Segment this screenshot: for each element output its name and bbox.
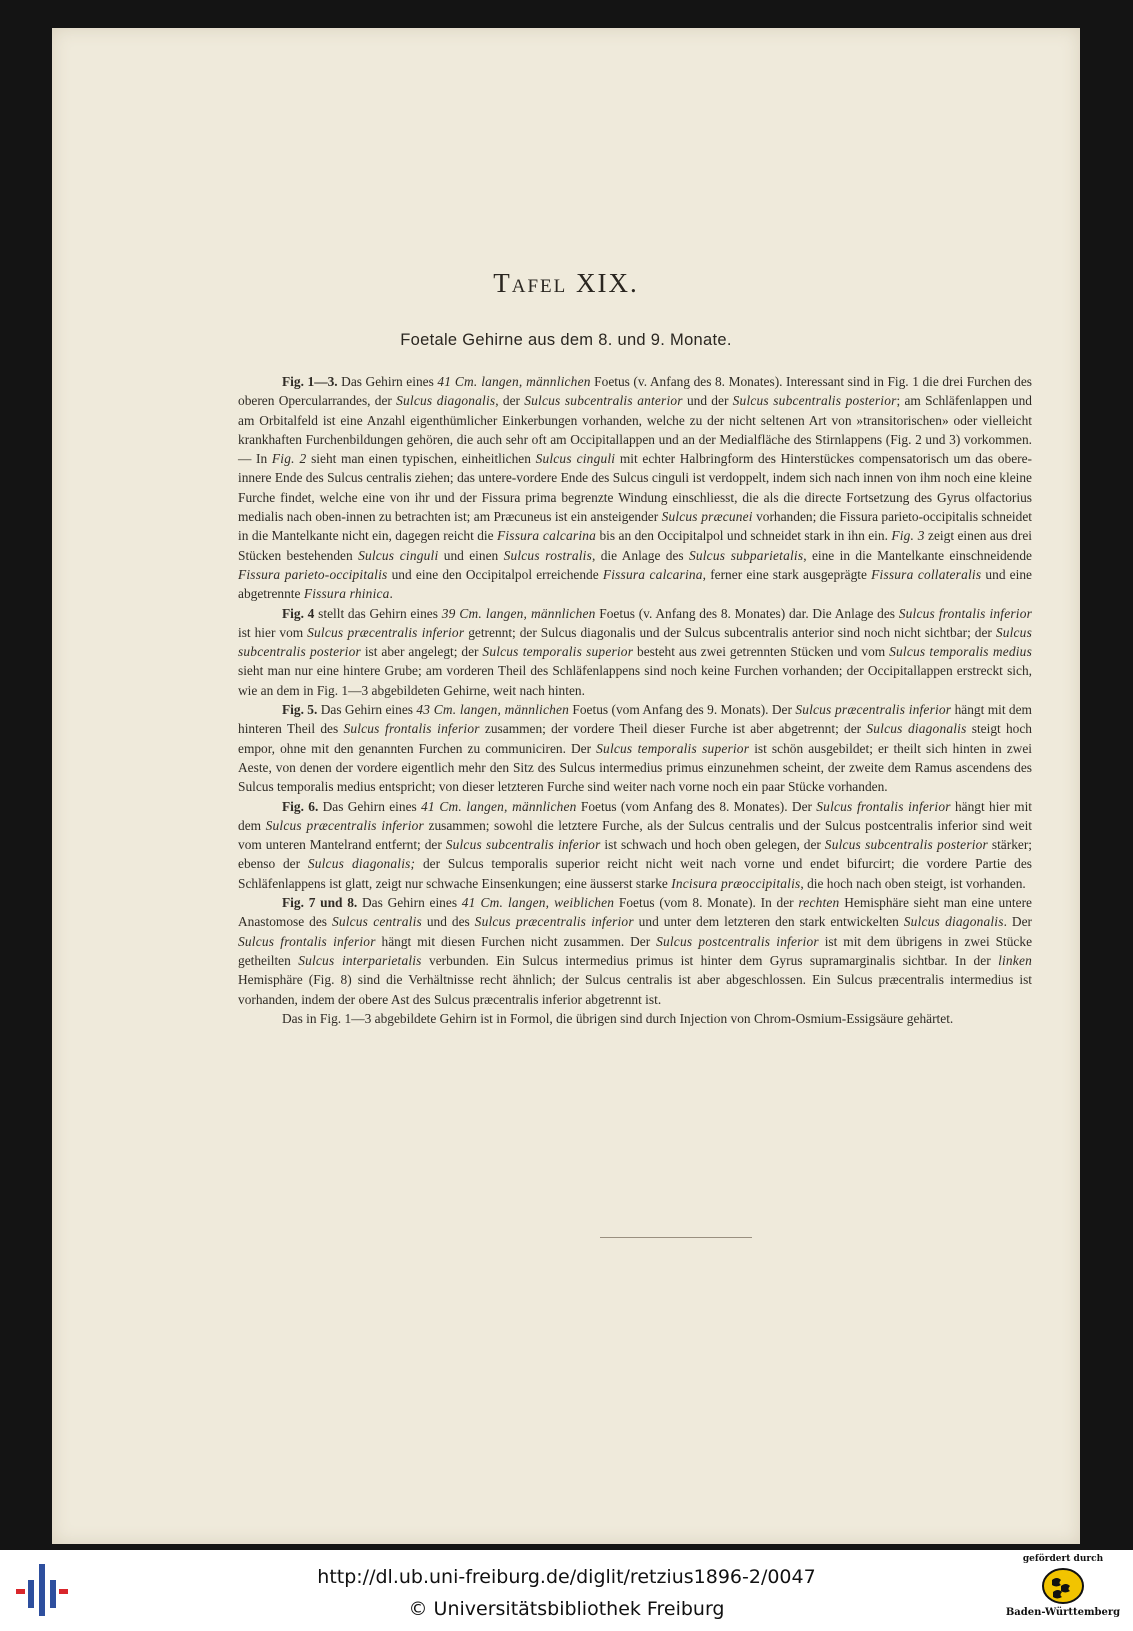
paragraph — [238, 700, 1032, 796]
sponsor-name: Baden-Württemberg — [1005, 1607, 1121, 1618]
italic-term: 41 Cm. langen, männlichen — [421, 798, 577, 814]
text-run: hängt mit dem hinteren Theil des — [238, 702, 1032, 737]
text-run: und einen — [438, 547, 504, 563]
text-run: zeigt einen aus drei Stücken bestehenden — [238, 528, 1032, 563]
italic-term: Sulcus temporalis medius — [889, 644, 1032, 660]
italic-term: 41 Cm. langen, männlichen — [437, 374, 591, 389]
italic-term: Sulcus postcentralis inferior — [656, 933, 819, 949]
text-run: Foetus (vom Anfang des 9. Monats). Der — [569, 702, 796, 718]
italic-term: Fissura calcarina — [602, 566, 703, 582]
text-run: zusammen; sowohl die letztere Furche, als der Sulcus centralis und der Sulcus postcentralis inferior sind weit vom unteren Mantelrand entfernt; der — [238, 817, 1033, 853]
italic-term: Sulcus diagonalis; — [307, 856, 416, 872]
text-run: hängt mit diesen Furchen nicht zusammen. Der — [375, 933, 657, 949]
text-run: und der — [682, 393, 733, 409]
text-run: Foetus (vom 8. Monate). In der — [614, 895, 799, 911]
italic-term: Sulcus subcentralis inferior — [445, 837, 601, 853]
figure-reference: Fig. 6. — [282, 798, 319, 814]
text-run: ist aber angelegt; der — [360, 644, 483, 660]
text-run: Hemisphäre (Fig. 8) sind die Verhältnisse recht ähnlich; der Sulcus centralis ist aber abgeschlossen. Ein Sulcus præcentralis intermedius ist vorhanden, indem der obere Ast des Sulcus præcentralis inferior abgetrennt ist. — [238, 972, 1032, 1007]
italic-term: Sulcus præcunei — [661, 509, 753, 525]
text-run: hängt hier mit dem — [238, 798, 1033, 833]
plate-title: Tafel XIX. — [493, 268, 639, 298]
text-run: verbunden. Ein Sulcus intermedius primus ist hinter dem Gyrus supramarginalis sichtbar. In der — [421, 952, 999, 968]
figure-reference: Fig. 5. — [282, 702, 318, 718]
italic-term: Sulcus frontalis inferior — [238, 933, 376, 949]
viewer-footer — [0, 1550, 1133, 1631]
text-run: und eine abgetrennte — [238, 566, 1032, 602]
text-run: stellt das Gehirn eines — [314, 605, 442, 621]
scanned-page — [52, 28, 1080, 1544]
paragraph — [238, 797, 1032, 893]
italic-term: Sulcus cinguli — [535, 451, 616, 467]
text-run: und unter dem letzteren den stark entwickelten — [633, 914, 904, 930]
italic-term: Fig. 3 — [891, 528, 925, 544]
text-run: ist schön ausgebildet; er theilt sich hinten in zwei Aeste, von denen der vordere eigentlich mehr den Sitz des Sulcus intermedius primus einzunehmen scheint, der zweite dem Ramus ascendens des Sulcus temporalis medius entspricht; von dieser letzteren Furche sind weiter nach vorne noch ein paar Stücke vorhanden. — [238, 740, 1032, 795]
text-run: , eine in die Mantelkante einschneidende — [803, 547, 1032, 563]
italic-term: rechten — [798, 895, 840, 911]
italic-term: Sulcus frontalis inferior — [343, 721, 480, 737]
italic-term: Sulcus rostralis — [503, 547, 593, 563]
text-run: sieht man einen typischen, einheitlichen — [306, 451, 536, 467]
text-run: Das Gehirn eines — [318, 798, 422, 814]
text-run: Foetus (v. Anfang des 8. Monates). Interessant sind in Fig. 1 die drei Furchen des oberen Opercularrandes, der — [238, 374, 1032, 409]
text-run: Das Gehirn eines — [337, 374, 438, 389]
italic-term: Sulcus frontalis inferior — [816, 798, 951, 814]
text-run: , die hoch nach oben steigt, ist vorhanden. — [800, 875, 1026, 891]
italic-term: Sulcus centralis — [331, 914, 422, 930]
italic-term: Sulcus præcentralis inferior — [265, 817, 424, 833]
text-run: mit echter Halbringform des Hinterstückes compensatorisch um das obere-innere Ende des Sulcus centralis ziehen; das untere-vordere Ende des Sulcus cinguli ist verdoppelt, indem sich nach innen von ihm noch eine kleine Furche findet, welche eine von ihr und der Fissura prima begrenzte Windung einschliesst, die als die directe Fortsetzung des Gyrus olfactorius medialis nach oben-innen zu betrachten ist; am Præcuneus ist ein ansteigender — [238, 451, 1033, 525]
text-run: Hemisphäre sieht man eine untere Anastomose des — [238, 895, 1032, 930]
italic-term: Sulcus subcentralis posterior — [238, 624, 1032, 660]
text-run: getrennt; der Sulcus diagonalis und der Sulcus subcentralis anterior sind noch nicht sichtbar; der — [464, 624, 996, 640]
body-text — [238, 372, 1032, 1028]
text-run: ist mit dem übrigens in zwei Stücke getheilten — [238, 933, 1033, 968]
text-run: Foetus (v. Anfang des 8. Monates) dar. Die Anlage des — [595, 605, 899, 621]
italic-term: Sulcus cinguli — [358, 547, 439, 563]
text-run: ist schwach und hoch oben gelegen, der — [600, 837, 825, 853]
italic-term: Fissura parieto-occipitalis — [238, 566, 388, 582]
text-run: vorhanden; die Fissura parieto-occipitalis schneidet in die Mantelkante nicht ein, dagegen reicht die — [238, 509, 1032, 544]
italic-term: Sulcus diagonalis — [903, 914, 1004, 930]
italic-term: Sulcus subcentralis anterior — [524, 393, 683, 409]
text-run: und des — [421, 914, 475, 930]
italic-term: Sulcus temporalis superior — [482, 644, 634, 660]
figure-reference: Fig. 1—3. — [282, 374, 338, 389]
copyright-notice: © Universitätsbibliothek Freiburg — [408, 1598, 725, 1620]
page-url-link[interactable]: http://dl.ub.uni-freiburg.de/diglit/retzius1896-2/0047 — [317, 1566, 816, 1588]
text-run: . Der — [1003, 914, 1033, 930]
figure-reference: Fig. 4 — [282, 605, 315, 621]
text-run: steigt hoch empor, ohne mit den genannten Furchen zu communiciren. Der — [238, 721, 1032, 756]
text-run: stärker; ebenso der — [238, 837, 1033, 872]
text-run: ; am Schläfenlappen und am Orbitalfeld ist eine Anzahl eigenthümlicher Einkerbungen vorhanden, welche zu der nicht seltenen Art von »transitorischen» oder vielleicht krankhaften Furchenbildungen gehören, die auch sehr oft am Occipitallappen und an der Medialfläche des Stirnlappens (Fig. 2 und 3) vorkommen. — In — [238, 393, 1032, 467]
baden-wuerttemberg-coat-of-arms-icon — [1040, 1566, 1086, 1606]
italic-term: Sulcus præcentralis inferior — [307, 624, 465, 640]
italic-term: 39 Cm. langen, männlichen — [441, 605, 596, 621]
paragraph — [238, 604, 1032, 700]
italic-term: linken — [998, 952, 1032, 968]
text-run: , der — [495, 393, 525, 409]
text-run: , ferner eine stark ausgeprägte — [702, 566, 872, 582]
paragraph — [238, 893, 1032, 1009]
text-run: Das in Fig. 1—3 abgebildete Gehirn ist in Formol, die übrigen sind durch Injection von Chrom-Osmium-Essigsäure gehärtet. — [282, 1010, 954, 1026]
sponsor-caption: gefördert durch — [1022, 1554, 1104, 1564]
italic-term: Sulcus diagonalis — [396, 393, 496, 409]
text-run: besteht aus zwei getrennten Stücken und vom — [633, 644, 890, 660]
italic-term: Sulcus subcentralis posterior — [732, 393, 897, 409]
paragraph — [238, 372, 1032, 604]
text-run: , die Anlage des — [592, 547, 689, 563]
text-run: Das Gehirn eines — [357, 895, 462, 911]
plate-subtitle: Foetale Gehirne aus dem 8. und 9. Monate. — [400, 331, 732, 349]
italic-term: Sulcus interparietalis — [298, 952, 422, 968]
closing-rule — [600, 1237, 752, 1238]
italic-term: Incisura præoccipitalis — [671, 875, 801, 891]
italic-term: 43 Cm. langen, männlichen — [416, 702, 570, 718]
italic-term: Sulcus temporalis superior — [596, 740, 750, 756]
italic-term: Sulcus frontalis inferior — [898, 605, 1033, 621]
text-run: zusammen; der vordere Theil dieser Furche ist aber abgetrennt; der — [479, 721, 867, 737]
text-run: Das Gehirn eines — [317, 702, 417, 718]
text-run: . — [389, 586, 393, 602]
italic-term: Fissura calcarina — [496, 528, 597, 544]
paragraph — [238, 1009, 1032, 1028]
text-run: sieht man nur eine hintere Grube; am vorderen Theil des Schläfenlappens sind noch keine Furchen vorhanden; der Occipitallappen erstreckt sich, wie an dem in Fig. 1—3 abgebildeten Gehirne, weit nach hinten. — [238, 663, 1032, 698]
text-run: bis an den Occipitalpol und schneidet stark in ihn ein. — [596, 528, 892, 544]
italic-term: Sulcus subcentralis posterior — [824, 837, 988, 853]
italic-term: 41 Cm. langen, weiblichen — [461, 895, 615, 911]
italic-term: Sulcus subparietalis — [688, 547, 804, 563]
sponsor-block[interactable] — [1003, 1554, 1123, 1629]
italic-term: Fissura collateralis — [871, 566, 982, 582]
italic-term: Sulcus præcentralis inferior — [795, 702, 952, 718]
text-run: Foetus (vom Anfang des 8. Monates). Der — [576, 798, 817, 814]
italic-term: Fig. 2 — [271, 451, 307, 467]
text-run: und eine den Occipitalpol erreichende — [387, 566, 603, 582]
text-run: der Sulcus temporalis superior reicht nicht weit nach vorne und endet bifurcirt; die vordere Partie des Schläfenlappens ist glatt, zeigt nur schwache Einsenkungen; eine äusserst starke — [238, 856, 1032, 891]
italic-term: Sulcus diagonalis — [866, 721, 967, 737]
figure-reference: Fig. 7 und 8. — [282, 895, 358, 911]
text-run: ist hier vom — [238, 624, 308, 640]
italic-term: Fissura rhinica — [303, 586, 390, 602]
italic-term: Sulcus præcentralis inferior — [474, 914, 634, 930]
